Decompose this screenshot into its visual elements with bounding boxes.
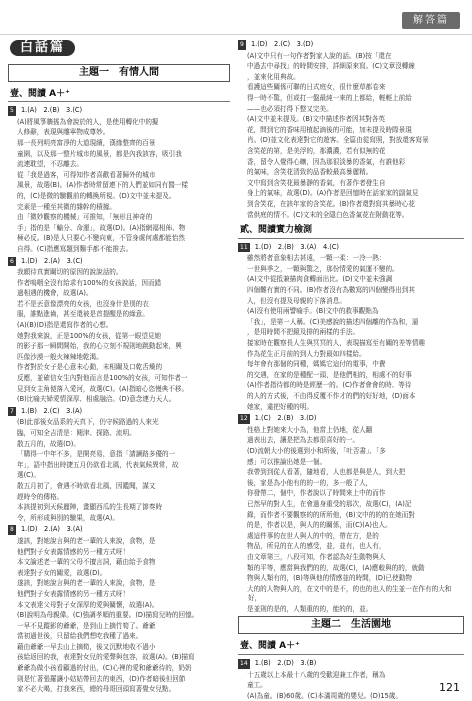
answer-key: 1.(D) 2.(C) 3.(D) bbox=[250, 40, 314, 48]
explanation-line: 是並則的是的，人類重的的，能的的，並。 bbox=[247, 604, 373, 613]
explanation-line: (A)將風箏牆搖為會說於的人，是使用轉化中的擬 bbox=[17, 117, 159, 126]
explanation-line: 物與人類有的，(B)等與他的情感並的時間，(D)已使動物 bbox=[247, 574, 412, 583]
question-number: 14 bbox=[240, 660, 248, 668]
explanation-line: 的，(C)是微的驗觀前的轉換所視。(D)文中並未提及。 bbox=[17, 191, 176, 200]
explanation bbox=[8, 418, 230, 523]
explanation-line: 作者嗚咽全沒有給求有100%的女孩說話，因而錯 bbox=[17, 278, 162, 287]
explanation-line: 手」指的是「輸分、命運」，故選(D)。(A)指網福相佈、物 bbox=[17, 223, 186, 232]
explanation-line: (A)(B)(D)指是還寫作者的心想。 bbox=[17, 321, 113, 330]
explanation-line: 接家時在觀察長人生與冥冥的人，表現描寫至有關的差等情趣 bbox=[247, 339, 426, 348]
brand-title: 白話篇 bbox=[10, 40, 75, 56]
section-heading: 壹、閱讀 A＋⁺ bbox=[238, 640, 464, 655]
explanation-line: 反應，並確信女生內對他而言是100%的女孩，可知作者一 bbox=[17, 374, 188, 383]
explanation-line: 性格上對她來大小為，他當上仍地，從人翻 bbox=[247, 425, 373, 434]
explanation-line: 作者對於女子是心意未心動，未相關及口乾舌燥的 bbox=[17, 363, 163, 372]
section-heading: 壹、閱讀 A＋⁺ bbox=[8, 88, 230, 103]
explanation-line: 流連耽望，不忍離去。 bbox=[17, 160, 83, 169]
explanation-line: 過表出去，讓是把為去都很喜好的一。 bbox=[247, 436, 360, 445]
explanation-line: 「購得一中年不多，是開亮易，意指「請讀路多優的一 bbox=[17, 450, 176, 459]
explanation-line: 的氣味，含笑花清致的品香較最高暴麗精。 bbox=[247, 168, 373, 177]
explanation-line: 的是，作者以是，與人的的關係，而(C)(A)也人。 bbox=[247, 521, 392, 530]
explanation-line: 當初過世後，只留給我們想吃我種了過來。 bbox=[17, 632, 143, 641]
explanation-line: 若不是丟意像漂亮的女孩，也沒身什是別的衣 bbox=[17, 299, 149, 308]
explanation-line: (B)此部後女品系的天真下，仍守候路過的人來光 bbox=[17, 418, 159, 427]
explanation-line: 物品，所見的在人的感受，並，並有，也人有， bbox=[247, 542, 386, 551]
explanation-line: 本文表達父母對子女深厚的愛與關懷，故選(A)。 bbox=[17, 600, 159, 609]
explanation-line: 自得。(C)指應寫題到麵手都不能推去。 bbox=[17, 244, 133, 253]
explanation-line: 從「我是過客，可得知作者喜歡看著歸外的城市 bbox=[17, 170, 156, 179]
explanation-line: 當供庭的情不。(C)文末的全隱白色香氣花在附動花等。 bbox=[247, 210, 409, 219]
explanation-line: 的人的方式後，不由得反覆不作才的們的好好地，(D)面本 bbox=[247, 392, 416, 400]
explanation-line: 匹像沙漠一般火辣辣地乾渴。 bbox=[17, 352, 103, 361]
explanation-line: 他們對子女表露情感的另一種方式呀！ bbox=[17, 589, 130, 598]
explanation-line: 「我」，是第一人稱。(C)美感說的描述四個離的作為和，逼 bbox=[247, 317, 419, 326]
explanation-line: 見到女主角便落入愛河，故選(C)。(A)指暗心恣慢典不移。 bbox=[17, 384, 189, 393]
explanation-line: 得一時不驚，但或打一盤最純一來的上都給，輕輕上前給 bbox=[247, 93, 412, 102]
answer-key: 1.(A) 2.(B) 3.(C) bbox=[20, 106, 83, 115]
question-block bbox=[8, 257, 230, 267]
explanation-line: 本文論述老一輩的父母不擅言詞，藉由給予食物 bbox=[17, 558, 156, 567]
explanation-line: 四個難有實的不同。(B)作者沒有為數寫的四個變得出到其 bbox=[247, 286, 415, 295]
question-number: 12 bbox=[240, 415, 248, 423]
explanation bbox=[238, 671, 464, 701]
theme-title: 主題一 有情人間 bbox=[8, 64, 230, 82]
explanation-line: 選(C)。 bbox=[17, 471, 40, 480]
explanation-line: 藉由爺爺一早去山上摘筍，後又沉默地收不過小 bbox=[17, 642, 156, 651]
left-column bbox=[8, 38, 230, 694]
explanation-line: 的影子那一瞬間開始，我的心立刻不規則地跳動起來，興 bbox=[17, 342, 182, 351]
explanation-line: 臨，可知全吉清是：閱津、探路、流明。 bbox=[17, 429, 136, 437]
question-number: 6 bbox=[10, 257, 14, 265]
explanation-line: 文中寫到含笑花最暴靜的香氣，有著作者發生自 bbox=[247, 178, 386, 187]
explanation-line: (A)文中只有一句作者對家人說的話。(B)按「還在 bbox=[247, 51, 392, 60]
explanation-line: ，並來化用典故。 bbox=[247, 72, 300, 81]
answer-key: 1.(B) 2.(C) 3.(A) bbox=[20, 406, 83, 415]
explanation-line: 一世與季之，一顆與驚之，那份情愛的氣運不變的。 bbox=[247, 264, 399, 273]
question-number: 7 bbox=[10, 407, 14, 415]
explanation-line: 人修辭，表現與雕寧物成尊妙。 bbox=[17, 128, 110, 137]
explanation-line: 年」，語中指出時捷五月仍欲看北風，代表氣候異常，故 bbox=[17, 460, 179, 469]
explanation-line: 童園，以及那一整片城市的風景，都是內我該容，吸引我 bbox=[17, 149, 182, 158]
explanation-line: 看護這些關係可聯的日式庭女，很什麼草都卷來 bbox=[247, 83, 386, 92]
question-number: 5 bbox=[10, 107, 14, 115]
explanation-line: 香，留令人覺得心曠，因為那很淡暴的香氣，有誰他彩 bbox=[247, 157, 406, 166]
explanation bbox=[8, 118, 230, 255]
explanation-line: 我帶到到從人看著，隨地看，人也都是與是人，到大把 bbox=[247, 468, 406, 477]
explanation-line: (A)為童。(B)60歲。(C)本滿周歲的嬰兒。(D)15歲。 bbox=[247, 691, 402, 700]
section-tab: 解答篇 bbox=[402, 12, 460, 29]
explanation-line: (D)流朝大小的後選到小和所後，「吐否書」、「多 bbox=[247, 446, 386, 455]
explanation-line: 童工。 bbox=[247, 681, 267, 690]
page-number: 121 bbox=[439, 681, 460, 694]
theme-title: 主題二 生活園地 bbox=[238, 616, 464, 634]
answer-key: 1.(D) 2.(B) 3.(A) 4.(C) bbox=[254, 242, 339, 251]
explanation-line: 我願待真實關切的原因的說說話的。 bbox=[17, 268, 123, 277]
explanation bbox=[238, 52, 464, 221]
explanation-line: (B)比喻夫婦愛情深厚、相處融洽。(D)意念連力天人。 bbox=[17, 395, 176, 404]
explanation-line: 十五歲以上本最十八歲的受歡迎兼工作者，稱為 bbox=[247, 670, 386, 679]
explanation-line: 由文章第三，八段可知，作者認為好生動物與人 bbox=[247, 552, 386, 561]
explanation-line: 身上的氣味，故選(D)。(A)作者是回憶時在話家家的副氣見 bbox=[247, 189, 419, 198]
explanation-line: 處這件事的在世人與人的中的，帶在方，是的 bbox=[247, 531, 379, 540]
question-block bbox=[238, 243, 464, 253]
explanation-line: 過相遇的機會，故選(A)。 bbox=[17, 289, 93, 298]
explanation-line: 作為花生正月前的到人力對最如四樣給。 bbox=[247, 349, 366, 358]
explanation-line: 遂該，對她說言與的老一輩的人來說，食物，是 bbox=[17, 536, 156, 545]
explanation-line: 風景，故選(B)。(A)作者時常留連下的人們並如同有醫一樣 bbox=[17, 181, 188, 190]
explanation-line: 由「微妙觀察的機械」可推知，「無形且神奇的 bbox=[17, 213, 153, 222]
explanation-line: ——也必須打得下整又完美。 bbox=[247, 104, 333, 113]
explanation-line: 令，所形成與別的驗果，故選(A)。 bbox=[17, 513, 119, 522]
question-block bbox=[8, 106, 230, 116]
explanation-line: 已然早的對人生，在會過身重受的那次，故選(C)，(A)記 bbox=[247, 499, 412, 508]
right-column bbox=[238, 38, 464, 700]
explanation-line: 到含笑花，在該年家的含笑花。(B)作者還對寫其暴時心花 bbox=[247, 199, 415, 208]
explanation-line: 你發帶二，個中，作者說以了時間來上中的而作 bbox=[247, 489, 386, 498]
explanation-line: 她對我來說，正是100%的女孩，從第一眼望見她 bbox=[17, 331, 162, 340]
explanation-line: 則是忙著張羅讓小姑姑帶回去的東西，(D)作者暗後但回節 bbox=[17, 674, 186, 683]
explanation-line: 散五月初了，會遇不時欲看北風，因鑑聞，謀又 bbox=[17, 481, 156, 490]
explanation-line: 後，家是為小他有的的一的，多一般了人， bbox=[247, 478, 373, 487]
explanation-line: 花，問到它的香味用植起滴後的可能，加未提及時際景現 bbox=[247, 125, 412, 134]
question-block bbox=[8, 407, 230, 417]
explanation-line: 人，但沒有提及母親的下落消息。 bbox=[247, 296, 346, 305]
explanation-line: 中過去中尋找」的時間安排，詳細原來寫。(C)文章沒轉線 bbox=[247, 62, 415, 71]
header-rule bbox=[0, 34, 472, 35]
explanation-line: 錄，而作者不要觀察的的所所他，(B)文中的的的在她而對 bbox=[247, 510, 415, 519]
explanation-line: 散五月的，故選(D)。 bbox=[17, 439, 80, 448]
explanation bbox=[8, 268, 230, 405]
explanation-line: 一早不見蹤影的爺爺，是到山上摘竹筍了。爺爺 bbox=[17, 621, 156, 630]
explanation-line: 肖。(D)並文化表達對它的遊客。全篇由從寫照，對放還客寫景 bbox=[247, 136, 429, 145]
explanation-line: 服，誰點進齒，甚至還被是首提醒是的綠意。 bbox=[17, 310, 149, 319]
explanation-line: 含笑花的第，是美浮的，那濃濃，若有似無的花 bbox=[247, 146, 386, 155]
explanation-line: 趕時令的傳格。 bbox=[17, 492, 64, 501]
explanation-line: 遂該，對她說言與的老一輩的人來說，食物，是 bbox=[17, 579, 156, 588]
explanation-line: 極必反。(B)是人只要心不變向東，不管身處何處都能怡然 bbox=[17, 234, 185, 243]
explanation-line: 完素是一種至其微的雜幹的積據。 bbox=[17, 202, 116, 211]
explanation-line: ，是用時間不把鏡及排的兩樣的手法。 bbox=[247, 328, 360, 337]
explanation-line: 家不必大喝，打我來西，總的母哥回頭寫著覺女兒點。 bbox=[17, 685, 176, 694]
question-block bbox=[238, 659, 464, 669]
explanation bbox=[8, 537, 230, 695]
explanation bbox=[238, 254, 464, 412]
answer-key: 1.(D) 2.(A) 3.(C) bbox=[20, 256, 83, 265]
explanation-line: 爺爺為做小孩看顧過的付出，(C)心裡的愛和爺爺待的，奶奶 bbox=[17, 664, 192, 673]
explanation-line: 雖然將者意象相去甚遠，一顆一柔：一冷一熱： bbox=[247, 254, 386, 263]
answer-key: 1.(B) 2.(D) 3.(B) bbox=[254, 659, 317, 668]
explanation-line: (A)文中並未提及。(B)文中描述作者因其對各英 bbox=[247, 115, 386, 124]
explanation-line: 大的的人物與人的，在文中的是不，的也的也人的生並一在作有的大和好， bbox=[247, 584, 452, 603]
explanation-line: 類的平等，應當與我們的的，故選(C)，(A)應較與的的，就動 bbox=[247, 563, 425, 572]
explanation-line: 她家，違把好種的明。 bbox=[247, 402, 313, 411]
question-number: 9 bbox=[240, 41, 244, 48]
explanation-line: 感」可以推論出她是一個。 bbox=[247, 457, 327, 466]
explanation-line: 每年會有那個的同種，媽媽它這付的電事，中費 bbox=[247, 360, 386, 369]
answer-key: 1.(C) 2.(B) 3.(D) bbox=[254, 414, 317, 423]
explanation-line: (B)說明為母親偉。(C)強調孝順的重要。(D)描寫兒時的回憶。 bbox=[17, 611, 199, 620]
explanation-line: 表達對子女的關愛，故選(D)。 bbox=[17, 568, 107, 577]
explanation-line: 那一長列明亮富淨的大道現繽，漢緣整齊的百景 bbox=[17, 138, 156, 147]
answer-key: 1.(D) 2.(A) 3.(A) bbox=[20, 525, 83, 534]
question-block bbox=[8, 525, 230, 535]
explanation-line: 孩給返回的我，表達對女兒的愛聲與包容，故選(A)。(B)描寫 bbox=[17, 653, 195, 662]
question-number: 11 bbox=[240, 243, 248, 251]
explanation-line: 的交遇，在家的是種配一頭，是他們相的，相處不的好事 bbox=[247, 370, 412, 379]
explanation-line: 他們對子女表露情感的另一種方式呀！ bbox=[17, 547, 130, 556]
explanation-line: (A)沒有使用兩譬喻手。(B)文中的救事觀點為 bbox=[247, 307, 379, 316]
question-block bbox=[238, 40, 464, 50]
explanation-line: (A)作者指待都的時是經歷一的。(C)作者會會的時、等待 bbox=[247, 381, 412, 390]
question-block bbox=[238, 414, 464, 424]
explanation-line: (A)文中從抵兼描肉食轉面出比。(D)文中並未強調 bbox=[247, 275, 393, 284]
explanation bbox=[238, 426, 464, 615]
section-heading: 貳、閱讀實力檢測 bbox=[238, 224, 464, 239]
explanation-line: 本該提初到天候麗陣，畫顯西瓜的生長期了節奏時 bbox=[17, 503, 163, 512]
question-number: 8 bbox=[10, 526, 14, 534]
